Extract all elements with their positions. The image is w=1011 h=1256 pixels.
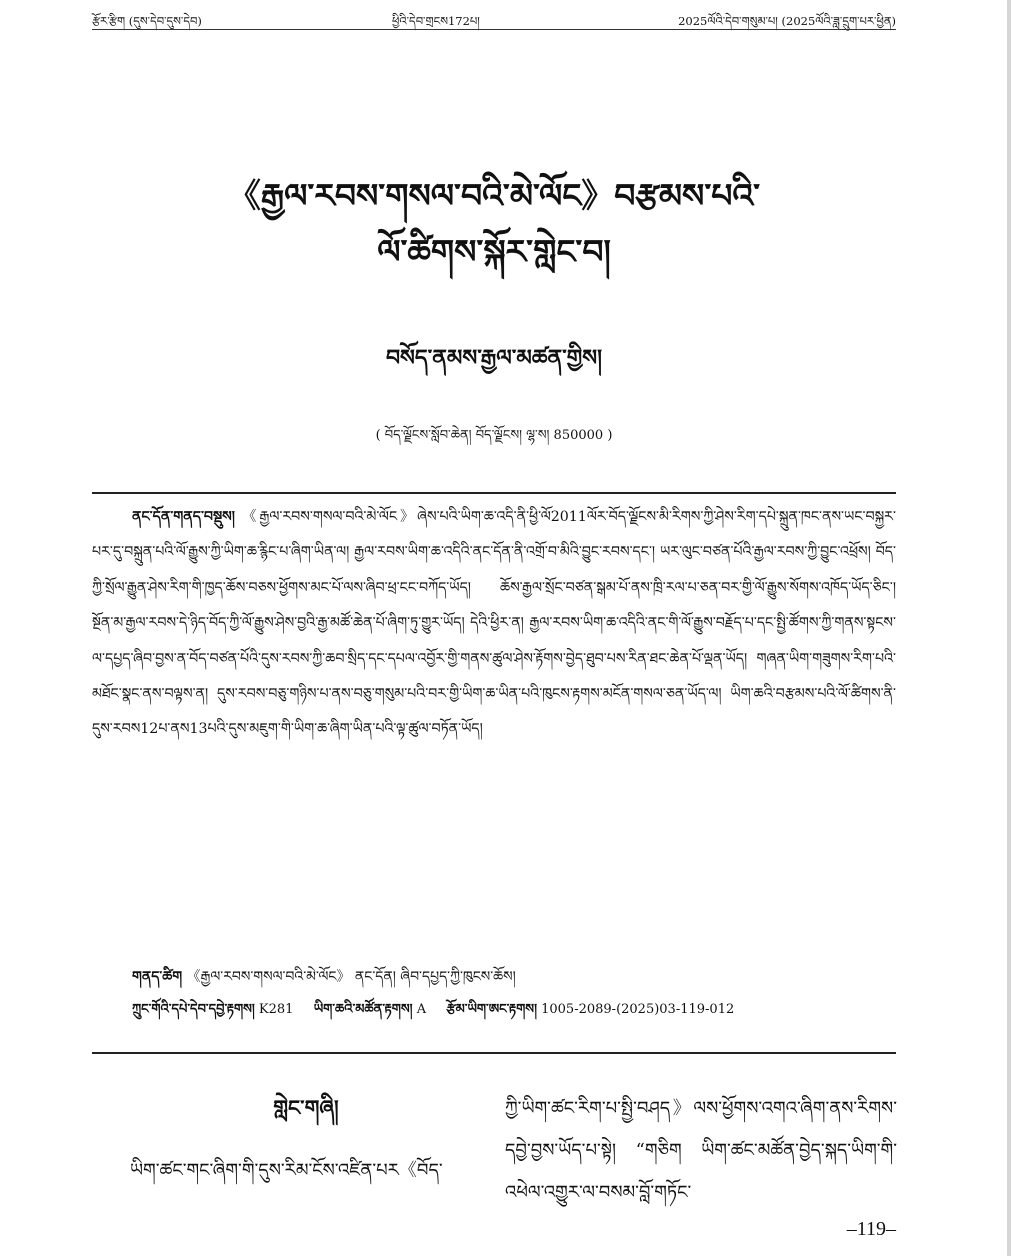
abstract-bottom-rule [92, 1052, 896, 1054]
keywords [92, 960, 896, 994]
body-text-left: ཡིག་ཚང་གང་ཞིག་གི་དུས་རིམ་ངོས་འཛིན་པར《བོད་ [130, 1160, 443, 1181]
abstract-label: ནང་དོན་གནད་བསྡུས། [132, 509, 235, 525]
running-head [92, 8, 896, 28]
keywords-label: གནད་ཚིག [132, 969, 183, 985]
article-id-label: རྩོམ་ཡིག་ཨང་རྟགས། [446, 1002, 537, 1017]
clc-value: K281 [258, 1002, 294, 1017]
document-code-value: A [416, 1002, 427, 1017]
running-head-issue-total: ཕྱིའི་དེབ་གྲངས172པ། [392, 14, 480, 28]
author-affiliation: ( བོད་ལྗོངས་སློབ་ཆེན། བོད་ལྗོངས། ལྷ་ས། 850000 ) [375, 428, 613, 443]
document-code-label: ཡིག་ཆའི་མཚོན་རྟགས། [313, 1002, 413, 1017]
abstract [92, 500, 896, 960]
header-rule [92, 29, 896, 30]
page-edge-shadow [1007, 0, 1011, 1256]
page-number: –119– [846, 1218, 896, 1240]
keywords-text: 《རྒྱལ་རབས་གསལ་བའི་མེ་ལོང》 ནང་དོན། ཞིབ་དཔྱད་ཀྱི་ཁུངས་ཆོས། [186, 969, 516, 985]
body-column-left [130, 1088, 482, 1192]
classification-line [92, 994, 896, 1026]
body-text-right: ཀྱི་ཡིག་ཚང་རིག་པ་སྤྱི་བཤད》ལས་ཕྱོགས་འགའ་ཞིག་ནས་རིགས་དབྱེ་བྱས་ཡོད་པ་སྟེ། “གཅིག ཡིག་ཚང་མཚོན་བྱེད་སྐད་ཡིག་གི་འཕེལ་འགྱུར་ལ་བསམ་བློ་གཏོང་ [505, 1098, 897, 1203]
section-heading: གླེང་གཞི། [273, 1095, 339, 1120]
running-head-issue: 2025ལོའི་དེབ་གསུམ་པ། (2025ལོའི་ཟླ་དྲུག་པར་ཕྱིན) [678, 14, 896, 28]
article-title [92, 168, 896, 280]
article-title-line-2: ལོ་ཚིགས་སྐོར་གླེང་བ། [377, 232, 611, 271]
abstract-block [92, 500, 896, 1026]
body-column-right [505, 1088, 897, 1214]
article-author: བསོད་ནམས་རྒྱལ་མཚན་གྱིས། [385, 345, 603, 371]
abstract-top-rule [92, 492, 896, 494]
clc-label: ཀྲུང་གོའི་དཔེ་དེབ་དབྱེ་རྟགས། [132, 1002, 255, 1017]
article-id-value: 1005-2089-(2025)03-119-012 [541, 1002, 735, 1017]
abstract-text: 《རྒྱལ་རབས་གསལ་བའི་མེ་ལོང》ཞེས་པའི་ཡིག་ཆ་འདི་ནི་ཕྱི་ལོ2011ལོར་བོད་ལྗོངས་མི་རིགས་ཀྱི་ཤེས་རིག་དཔེ་སྐྲུན་ཁང་ནས་ཡང་བསྐྱར་པར་དུ་བསྐྲུན་པའི་ལོ་རྒྱུས་ཀྱི་ཡིག་ཆ་རྙིང་པ་ཞིག་ཡིན་ལ། རྒྱལ་རབས་ཡིག་ཆ་འདིའི་ནང་དོན་ནི་འགྲོ་བ་མིའི་བྱུང་རབས་དང་། ཡར་ལུང་བཙན་པོའི་རྒྱལ་རབས་ཀྱི་བྱུང་འཕྲོས། བོད་ཀྱི་སྲོལ་རྒྱུན་ཤེས་རིག་གི་ཁྱད་ཆོས་བཅས་ཕྱོགས་མང་པོ་ལས་ཞིབ་ཕྲ་ངང་བཀོད་ཡོད། ཆོས་རྒྱལ་སྲོང་བཙན་སྒམ་པོ་ནས་ཁྲི་རལ་པ་ཅན་བར་གྱི་ལོ་རྒྱུས་སོགས་འཁོད་ཡོད་ཅིང་། སྔོན་མ་རྒྱལ་རབས་དེ་ཉིད་བོད་ཀྱི་ལོ་རྒྱུས་ཤེས་བྱའི་རྒྱ་མཚོ་ཆེན་པོ་ཞིག་ཏུ་གྱུར་ཡོད། དེའི་ཕྱིར་ན། རྒྱལ་རབས་ཡིག་ཆ་འདིའི་ནང་གི་ལོ་རྒྱུས་བརྗོད་པ་དང་སྤྱི་ཚོགས་ཀྱི་གནས་སྟངས་ལ་དཔྱད་ཞིབ་བྱས་ན་བོད་བཙན་པོའི་དུས་རབས་ཀྱི་ཆབ་སྲིད་དང་དཔལ་འབྱོར་གྱི་གནས་ཚུལ་ཤེས་རྟོགས་བྱེད་ཐུབ་པས་རིན་ཐང་ཆེན་པོ་ལྡན་ཡོད། གཞན་ཡིག་གཟུགས་རིག་པའི་མཐོང་སྣང་ནས་བལྟས་ན། དུས་རབས་བཅུ་གཉིས་པ་ནས་བཅུ་གསུམ་པའི་བར་གྱི་ཡིག་ཆ་ཡིན་པའི་ཁུངས་རྟགས་མངོན་གསལ་ཅན་ཡོད་ལ། ཡིག་ཆའི་བརྩམས་པའི་ལོ་ཚིགས་ནི་དུས་རབས12པ་ནས13པའི་དུས་མཇུག་གི་ཡིག་ཆ་ཞིག་ཡིན་པའི་ལྟ་ཚུལ་བཏོན་ཡོད། [92, 509, 896, 738]
article-title-line-1: 《རྒྱལ་རབས་གསལ་བའི་མེ་ལོང》བརྩམས་པའི་ [227, 176, 761, 215]
running-head-journal: རྩོར་རྩིག (དུས་དེབ་དུས་དེབ) [92, 14, 202, 28]
